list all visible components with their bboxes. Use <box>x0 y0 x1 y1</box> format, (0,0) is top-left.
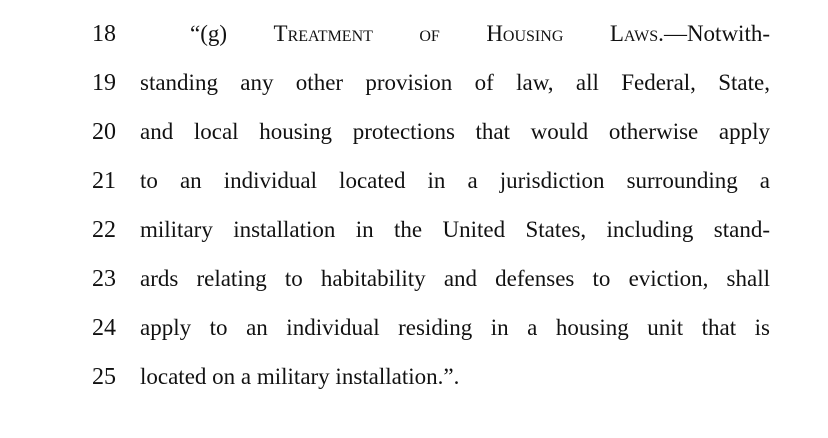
text-line-18 <box>0 14 828 54</box>
line-text: standing any other provision of law, all Federal, State, <box>140 70 770 95</box>
line-text: ards relating to habitability and defenses to eviction, shall <box>140 266 770 291</box>
subsection-continuation: —Notwith- <box>663 21 770 46</box>
line-number: 22 <box>92 217 116 243</box>
line-text: and local housing protections that would otherwise apply <box>140 119 770 144</box>
text-line-25 <box>0 357 828 397</box>
line-number: 23 <box>92 266 116 292</box>
text-line-23 <box>0 259 828 299</box>
subsection-prefix: “(g) <box>190 21 274 46</box>
line-text: apply to an individual residing in a housing unit that is <box>140 315 770 340</box>
line-number: 18 <box>92 21 116 47</box>
line-number: 25 <box>92 364 116 390</box>
text-line-24 <box>0 308 828 348</box>
text-line-20 <box>0 112 828 152</box>
text-line-21 <box>0 161 828 201</box>
line-text: to an individual located in a jurisdiction surrounding a <box>140 168 770 193</box>
line-number: 24 <box>92 315 116 341</box>
text-line-19 <box>0 63 828 103</box>
line-number: 21 <box>92 168 116 194</box>
subsection-heading: Treatment of Housing Laws. <box>273 21 664 46</box>
line-text <box>190 14 770 54</box>
line-text: located on a military installation.”. <box>140 364 460 389</box>
line-number: 19 <box>92 70 116 96</box>
line-number: 20 <box>92 119 116 145</box>
text-line-22 <box>0 210 828 250</box>
line-text: military installation in the United States, including stand- <box>140 217 770 242</box>
